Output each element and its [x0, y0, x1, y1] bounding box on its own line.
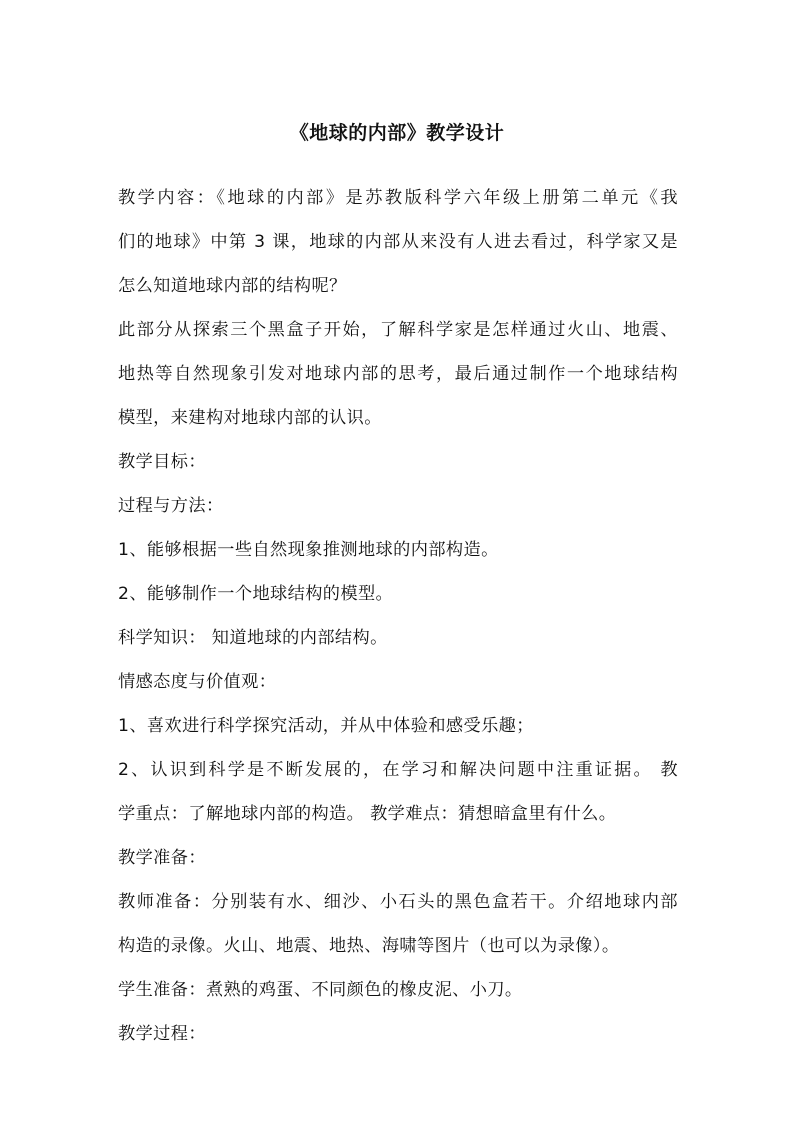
text-line: 2、能够制作一个地球结构的模型。: [118, 584, 394, 604]
section-heading: 情感态度与价值观：: [118, 672, 277, 692]
text-line: 地热等自然现象引发对地球内部的思考，最后通过制作一个地球结构: [118, 364, 678, 384]
text-line: 构造的录像。火山、地震、地热、海啸等图片（也可以为录像）。: [118, 936, 620, 956]
text-line: 教学内容：《地球的内部》是苏教版科学六年级上册第二单元《我: [118, 188, 678, 208]
text-line: 们的地球》中第 3 课，地球的内部从来没有人进去看过，科学家又是: [118, 232, 678, 252]
section-heading: 教学目标：: [118, 452, 206, 472]
text-line: 模型，来建构对地球内部的认识。: [118, 408, 382, 428]
text-line: 教师准备：分别装有水、细沙、小石头的黑色盒若干。介绍地球内部: [118, 892, 678, 912]
text-line: 怎么知道地球内部的结构呢？: [118, 276, 347, 296]
section-heading: 教学准备：: [118, 848, 206, 868]
section-heading: 教学过程：: [118, 1024, 206, 1044]
text-line: 1、能够根据一些自然现象推测地球的内部构造。: [118, 540, 499, 560]
text-line: 此部分从探索三个黑盒子开始，了解科学家是怎样通过火山、地震、: [118, 320, 678, 340]
text-line: 1、喜欢进行科学探究活动，并从中体验和感受乐趣；: [118, 716, 534, 736]
text-line: 科学知识： 知道地球的内部结构。: [118, 628, 388, 648]
text-line: 2、认识到科学是不断发展的，在学习和解决问题中注重证据。 教: [118, 760, 678, 780]
section-heading: 过程与方法：: [118, 496, 224, 516]
text-line: 学生准备：煮熟的鸡蛋、不同颜色的橡皮泥、小刀。: [118, 980, 523, 1000]
text-line: 学重点：了解地球内部的构造。 教学难点：猜想暗盒里有什么。: [118, 804, 617, 824]
document-title: 《地球的内部》教学设计: [289, 122, 505, 144]
